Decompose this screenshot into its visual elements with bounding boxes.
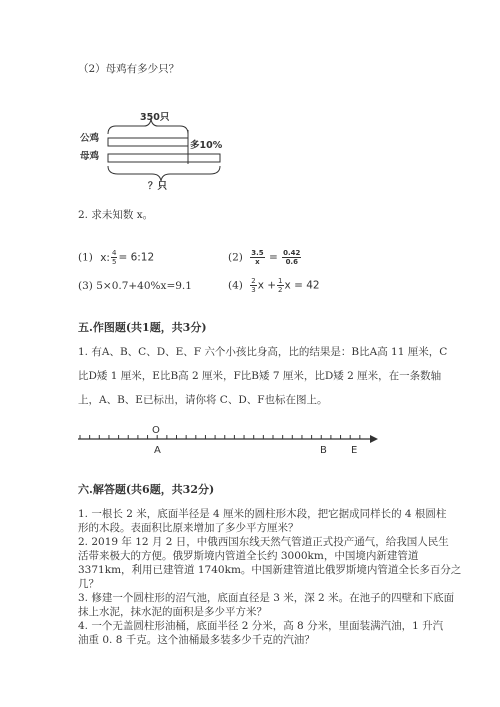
section-6-line: 油重 0. 8 千克。这个油桶最多装多少千克的汽油？ [78,634,315,646]
section-6-line: 形的木段。表面积比原来增加了多少平方厘米？ [78,522,299,534]
diagram-more-label: 多10% [190,140,223,151]
section-6-title: 六.解答题(共6题，共32分) [78,483,215,496]
diagram-top-count: 350只 [140,112,170,123]
diagram-rooster-label: 公鸡 [80,133,100,144]
eq2-equals: = [268,251,278,264]
section-6-line: 4. 一个无盖圆柱形油桶，底面半径 2 分米，高 8 分米，里面装满汽油，1 升汽 [78,620,444,632]
eq4-b-num: 1 [278,277,283,285]
axis-label-A: A [154,445,161,456]
eq4-a-den: 3 [251,286,256,294]
section-5-line-1: 1. 有A、B、C、D、E、F 六个小孩比身高，比的结果是：B比A高 11 厘米，C [78,346,448,358]
axis-label-E: E [351,445,358,456]
number-line-arrow [370,435,378,443]
eq2-prefix: (2) [228,251,243,264]
diagram-unknown-label: ？只 [148,181,168,192]
eq2-right-den: 0.6 [285,258,298,266]
eq2-right-num: 0.42 [283,249,301,257]
axis-label-O: O [152,425,160,436]
diagram-hen-label: 母鸡 [80,151,100,162]
section-5-line-2: 比D矮 1 厘米，E比B高 2 厘米，F比B矮 7 厘米，比D矮 2 厘米，在一条数轴 [78,370,442,382]
equation-3: (3) 5×0.7+40%x=9.1 [78,280,192,292]
section-6-line: 抹上水泥，抹水泥的面积是多少平方米？ [78,606,267,618]
section-6-line: 活带来极大的方便。俄罗斯境内管道全长约 3000km，中国境内新建管道 [78,550,419,562]
eq4-mid: x + [257,279,277,292]
eq1-num: 4 [111,249,117,257]
section-6-line: 几？ [78,578,99,590]
eq2-left-den: x [255,258,260,266]
section-6-line: 1. 一根长 2 米，底面半径是 4 厘米的圆柱形木段，把它据成同样长的 4 根圆柱 [78,508,447,520]
section-6-line: 3371km，利用已建管道 1740km。中国新建管道比俄罗斯境内管道全长多百分之 [78,564,462,576]
question-2-part-2: （2）母鸡有多少只？ [78,63,180,75]
section-5-line-3: 上，A、B、E已标出，请你将 C、D、F也标在图上。 [78,394,328,406]
eq1-rest: = 6:12 [118,251,155,264]
find-x-title: 2. 求未知数 x。 [78,209,154,221]
eq1-prefix: (1) [78,251,93,264]
eq2-left-num: 3.5 [251,249,264,257]
axis-label-B: B [320,445,327,456]
eq4-prefix: (4) [228,279,243,292]
eq4-b-den: 2 [278,286,283,294]
eq1-var: x: [100,251,110,264]
section-5-title: 五.作图题(共1题，共3分) [78,321,207,334]
eq1-den: 5 [111,258,117,266]
section-6-line: 2. 2019 年 12 月 2 日，中俄西国东线天然气管道正式投产通气，给我国人民生 [78,536,449,548]
eq4-a-num: 2 [251,277,256,285]
section-6-line: 3. 修建一个圆柱形的沼气池，底面直径是 3 米，深 2 米。在池子的四壁和下底面 [78,592,455,604]
eq4-rest: x = 42 [284,279,320,292]
